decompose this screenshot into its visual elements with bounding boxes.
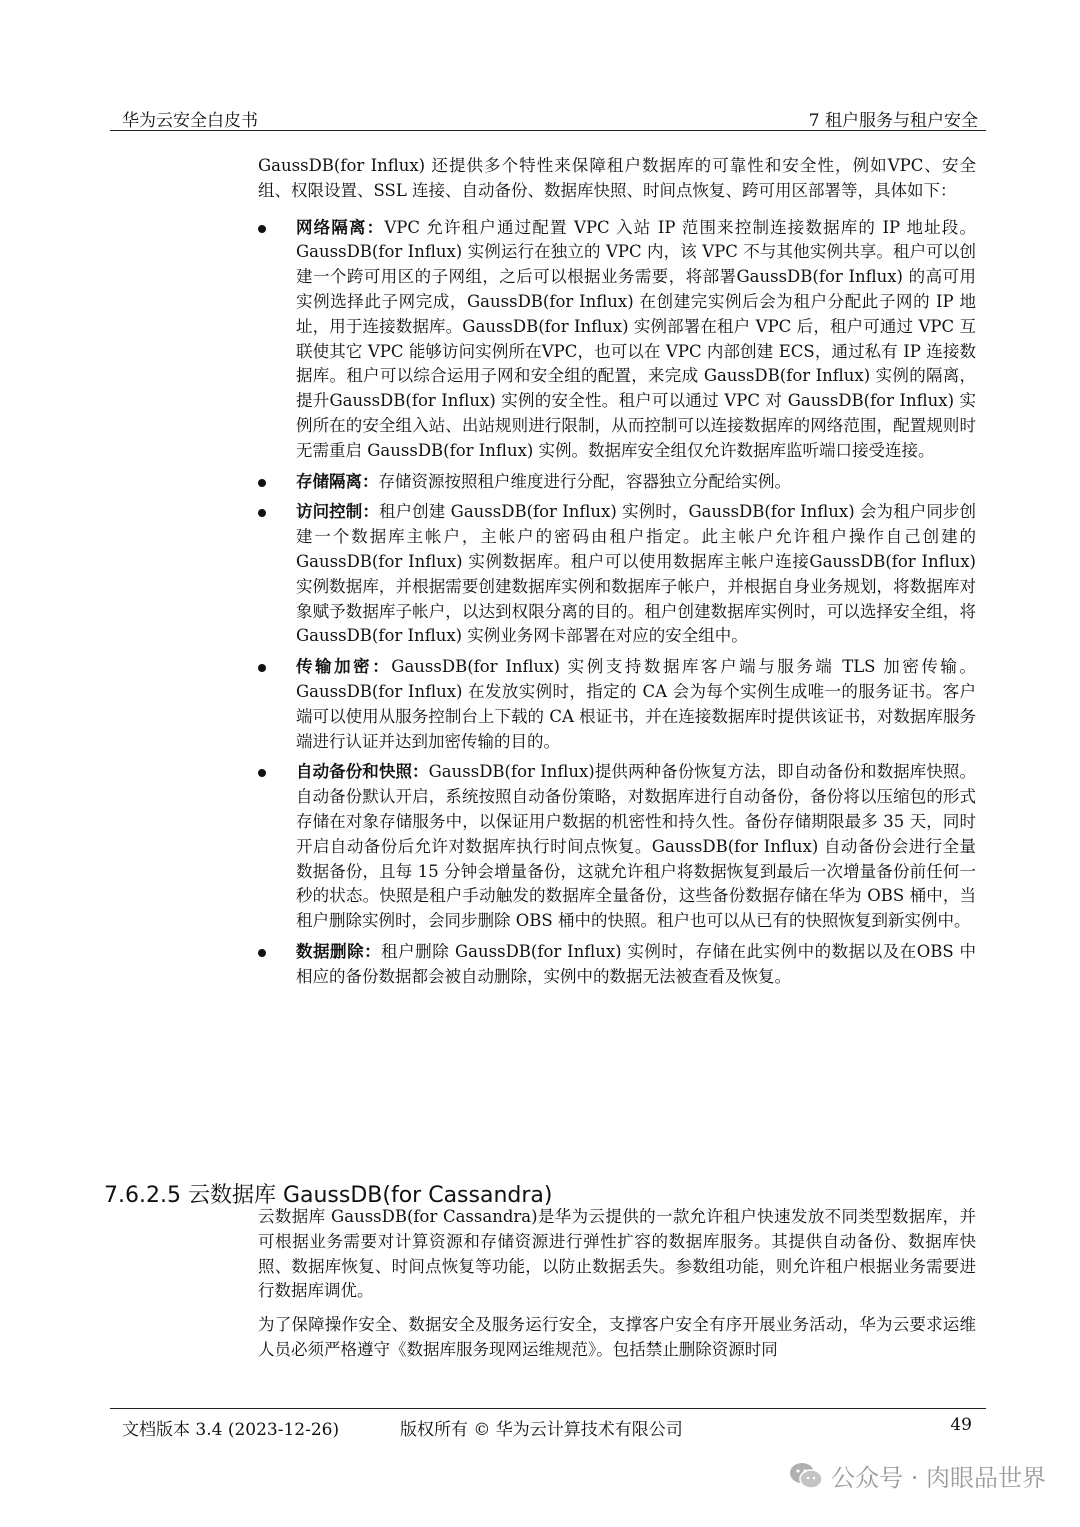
watermark bbox=[789, 1458, 1046, 1493]
list-item bbox=[258, 500, 976, 649]
list-item-text: 存储资源按照租户维度进行分配，容器独立分配给实例。 bbox=[378, 471, 791, 491]
footer-doc-version: 文档版本 3.4 (2023-12-26) bbox=[122, 1420, 340, 1440]
list-item bbox=[258, 760, 976, 934]
list-item-text: GaussDB(for Influx) 实例支持数据库客户端与服务端 TLS 加密传输。GaussDB(for Influx) 在发放实例时，指定的 CA 会为每个实例生成唯一的服务证书。客户端可以使用从服务控制台上下载的 CA 根证书，并在连接数据库时提供该证书，对数据库服务端进行认证并达到加密传输的目的。 bbox=[296, 657, 976, 751]
bullet-icon bbox=[258, 509, 266, 517]
bullet-icon bbox=[258, 479, 266, 487]
main-content bbox=[258, 154, 976, 996]
list-item bbox=[258, 216, 976, 464]
bullet-icon bbox=[258, 664, 266, 672]
footer-copyright: 版权所有 © 华为云计算技术有限公司 bbox=[400, 1420, 683, 1440]
section-paragraph: 为了保障操作安全、数据安全及服务运行安全，支撑客户安全有序开展业务活动，华为云要求运维人员必须严格遵守《数据库服务现网运维规范》。包括禁止删除资源时同 bbox=[258, 1315, 976, 1359]
bullet-icon bbox=[258, 769, 266, 777]
list-item bbox=[258, 940, 976, 990]
section-content bbox=[258, 1205, 976, 1363]
section-paragraph: 云数据库 GaussDB(for Cassandra)是华为云提供的一款允许租户快速发放不同类型数据库，并可根据业务需要对计算资源和存储资源进行弹性扩容的数据库服务。其提供自动备份、数据库快照、数据库恢复、时间点恢复等功能，以防止数据丢失。参数组功能，则允许租户根据业务需要进行数据库调优。 bbox=[258, 1207, 976, 1301]
list-item-term: 存储隔离： bbox=[296, 471, 379, 491]
list-item-text: 租户创建 GaussDB(for Influx) 实例时，GaussDB(for Influx) 会为租户同步创建一个数据库主帐户，主帐户的密码由租户指定。此主帐户允许租户操作自己创建的 GaussDB(for Influx) 实例数据库。租户可以使用数据库主帐户连接GaussDB(for Influx) 实例数据库，并根据需要创建数据库实例和数据库子帐户，并根据自身业务规划，将数据库对象赋予数据库子帐户，以达到权限分离的目的。租户创建数据库实例时，可以选择安全组，将 GaussDB(for Influx) 实例业务网卡部署在对应的安全组中。 bbox=[296, 502, 976, 646]
intro-paragraph: GaussDB(for Influx) 还提供多个特性来保障租户数据库的可靠性和安全性，例如VPC、安全组、权限设置、SSL 连接、自动备份、数据库快照、时间点恢复、跨可用区部署等，具体如下： bbox=[258, 156, 976, 200]
list-item-text: 租户删除 GaussDB(for Influx) 实例时，存储在此实例中的数据以及在OBS 中相应的备份数据都会被自动删除，实例中的数据无法被查看及恢复。 bbox=[296, 941, 976, 986]
wechat-icon bbox=[789, 1462, 823, 1490]
list-item bbox=[258, 470, 976, 495]
list-item-text: VPC 允许租户通过配置 VPC 入站 IP 范围来控制连接数据库的 IP 地址段。GaussDB(for Influx) 实例运行在独立的 VPC 内，该 VPC 不与其他实例共享。租户可以创建一个跨可用区的子网组，之后可以根据业务需要，将部署GaussDB(for Influx) 的高可用实例选择此子网完成，GaussDB(for Influx) 在创建完实例后会为租户分配此子网的 IP 地址，用于连接数据库。GaussDB(for Influx) 实例部署在租户 VPC 后，租户可通过 VPC 互联使其它 VPC 能够访问实例所在VPC，也可以在 VPC 内部创建 ECS，通过私有 IP 连接数据库。租户可以综合运用子网和安全组的配置，来完成 GaussDB(for Influx) 实例的隔离，提升GaussDB(for Influx) 实例的安全性。租户可以通过 VPC 对 GaussDB(for Influx) 实例所在的安全组入站、出站规则进行限制，从而控制可以连接数据库的网络范围，配置规则时无需重启 GaussDB(for Influx) 实例。数据库安全组仅允许数据库监听端口接受连接。 bbox=[296, 217, 977, 460]
header-doc-title: 华为云安全白皮书 bbox=[122, 111, 258, 131]
list-item-term: 自动备份和快照： bbox=[296, 762, 429, 782]
list-item-term: 传输加密： bbox=[296, 657, 392, 677]
bullet-icon bbox=[258, 225, 266, 233]
page-number: 49 bbox=[950, 1415, 972, 1435]
header-chapter-title: 7 租户服务与租户安全 bbox=[808, 111, 978, 131]
page-footer bbox=[110, 1408, 986, 1439]
bullet-icon bbox=[258, 949, 266, 957]
watermark-text: 公众号 · 肉眼品世界 bbox=[831, 1464, 1046, 1492]
section-heading: 7.6.2.5 云数据库 GaussDB(for Cassandra) bbox=[104, 1183, 553, 1209]
list-item-term: 网络隔离： bbox=[296, 217, 385, 237]
feature-list bbox=[258, 216, 976, 990]
list-item-term: 访问控制： bbox=[296, 502, 379, 522]
list-item-term: 数据删除： bbox=[296, 941, 382, 961]
list-item-text: GaussDB(for Influx)提供两种备份恢复方法，即自动备份和数据库快照。自动备份默认开启，系统按照自动备份策略，对数据库进行自动备份，备份将以压缩包的形式存储在对象存储服务中，以保证用户数据的机密性和持久性。备份存储期限最多 35 天，同时开启自动备份后允许对数据库执行时间点恢复。GaussDB(for Influx) 自动备份会进行全量数据备份，且每 15 分钟会增量备份，这就允许租户将数据恢复到最后一次增量备份前任何一秒的状态。快照是租户手动触发的数据库全量备份，这些备份数据存储在华为 OBS 桶中，当租户删除实例时，会同步删除 OBS 桶中的快照。租户也可以从已有的快照恢复到新实例中。 bbox=[296, 762, 976, 931]
list-item bbox=[258, 655, 976, 754]
page-header bbox=[110, 104, 986, 131]
